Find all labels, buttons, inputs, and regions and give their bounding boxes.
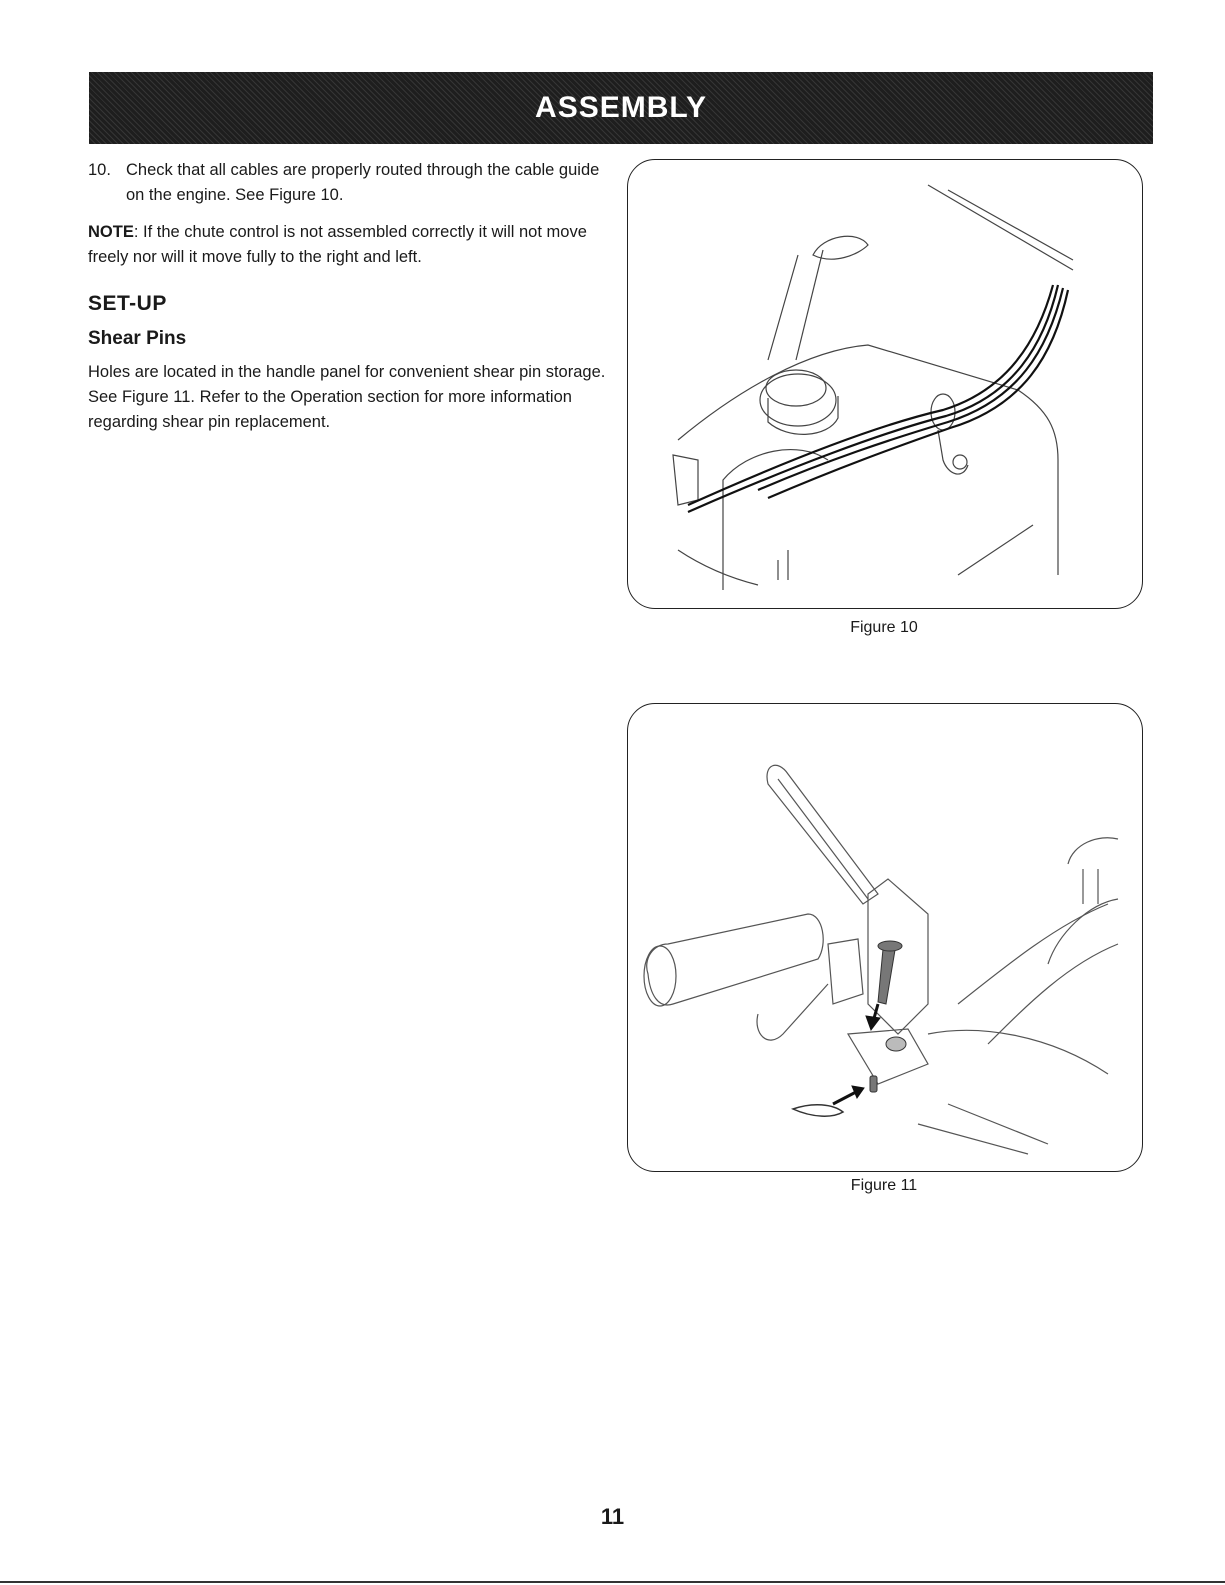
step-10 [88,158,608,208]
note [88,220,608,270]
section-title: ASSEMBLY [535,91,707,124]
note-text: : If the chute control is not assembled correctly it will not move freely nor will it move fully to the right and left. [88,223,587,266]
shear-pins-text: Holes are located in the handle panel for convenient shear pin storage. See Figure 11. Refer to the Operation section for more information regarding shear pin replacement. [88,363,606,431]
figure-10-illustration [627,159,1143,609]
setup-heading: SET-UP [88,292,167,315]
section-banner [89,72,1153,144]
figure-10-caption: Figure 10 [850,619,918,636]
bottom-divider [0,1581,1225,1583]
note-label: NOTE [88,223,134,241]
step-text: Check that all cables are properly routed through the cable guide on the engine. See Figure 10. [126,161,600,204]
instructions-column [88,158,608,435]
step-number: 10. [88,161,111,179]
figure-11-caption: Figure 11 [850,1177,918,1194]
cable-guide-illustration [628,160,1142,608]
page-number: 11 [600,1504,625,1529]
shear-pins-heading: Shear Pins [88,328,187,349]
figure-11-illustration [627,703,1143,1172]
shear-pin-storage-illustration [628,704,1142,1171]
